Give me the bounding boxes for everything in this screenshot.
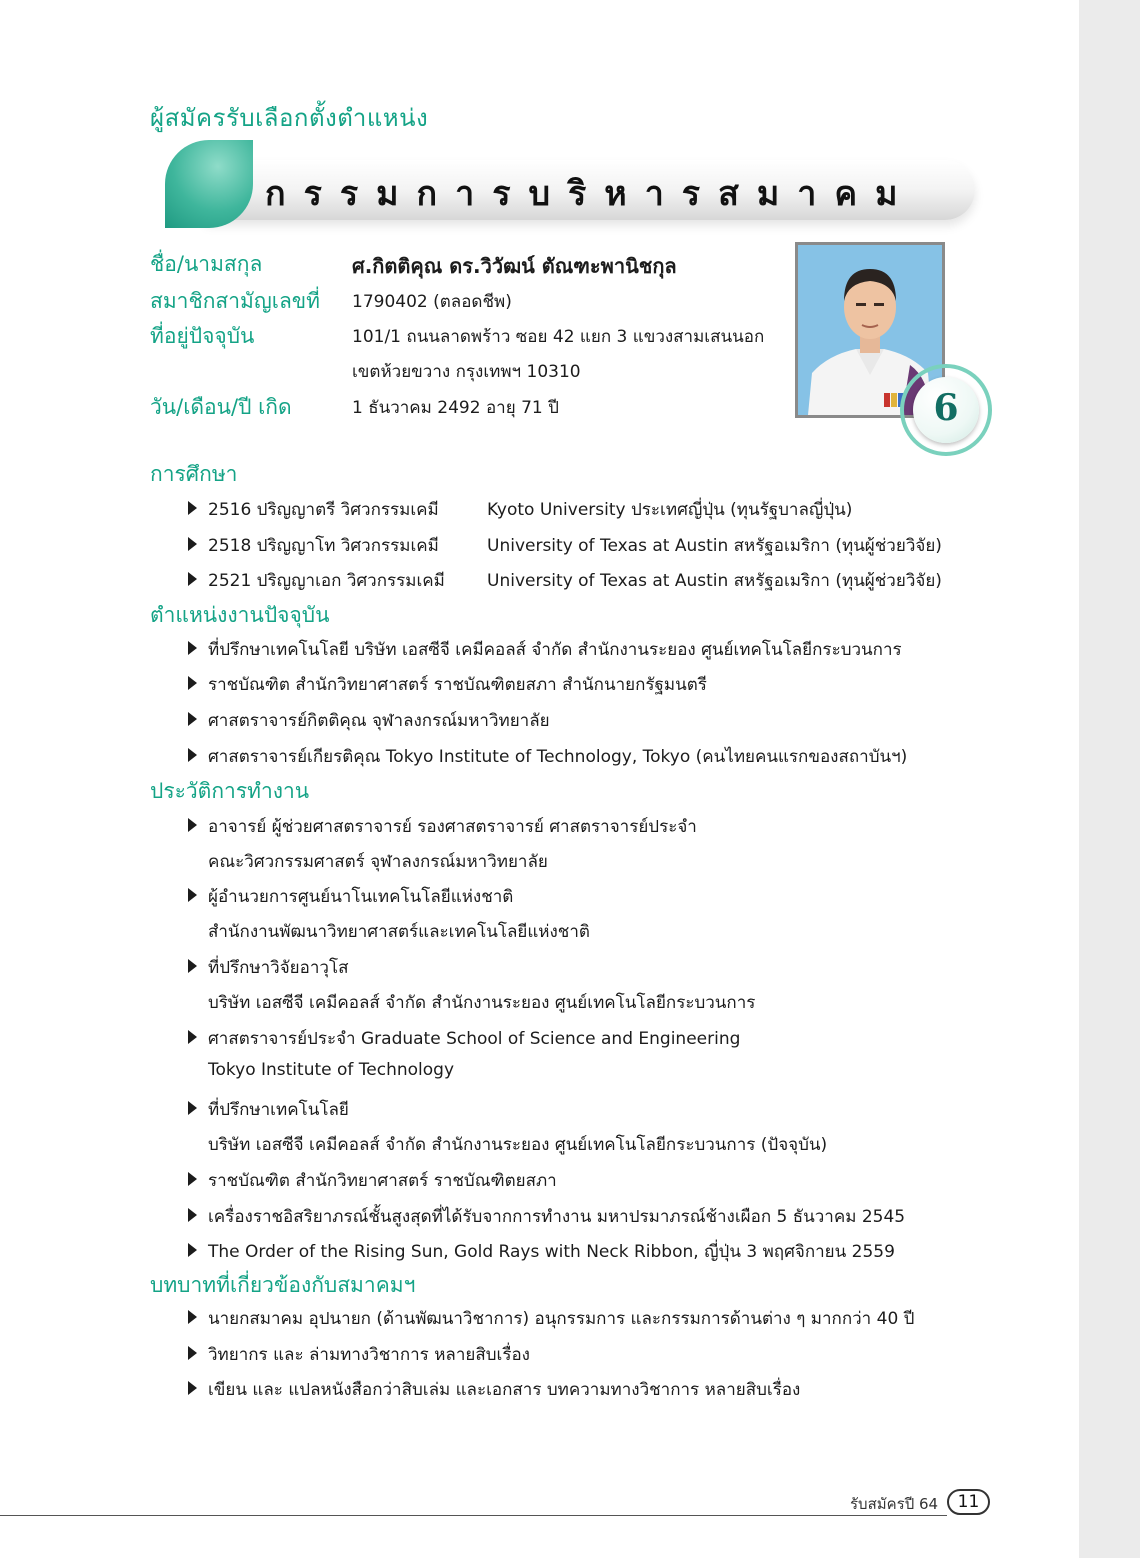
page-heading: กรรมการบริหารสมาคม (265, 174, 916, 214)
bullet-icon (188, 818, 197, 832)
education-school: University of Texas at Austin สหรัฐอเมริกา (ทุนผู้ช่วยวิจัย) (487, 536, 942, 556)
work-history-text: เครื่องราชอิสริยาภรณ์ชั้นสูงสุดที่ได้รับจากการทำงาน มหาปรมาภรณ์ช้างเผือก 5 ธันวาคม 2545 (208, 1207, 906, 1227)
member-number-label: สมาชิกสามัญเลขที่ (150, 289, 321, 313)
education-degree: 2516 ปริญญาตรี วิศวกรรมเคมี (208, 500, 439, 520)
bullet-icon (188, 1208, 197, 1222)
side-strip (1079, 0, 1140, 1558)
work-history-text: ศาสตราจารย์ประจำ Graduate School of Science and Engineering (208, 1029, 741, 1049)
bullet-icon (188, 1381, 197, 1395)
work-history-continuation: บริษัท เอสซีจี เคมีคอลส์ จำกัด สำนักงานระยอง ศูนย์เทคโนโลยีกระบวนการ (ปัจจุบัน) (208, 1135, 828, 1155)
education-degree: 2521 ปริญญาเอก วิศวกรรมเคมี (208, 571, 445, 591)
education-degree: 2518 ปริญญาโท วิศวกรรมเคมี (208, 536, 439, 556)
current-positions-title: ตำแหน่งงานปัจจุบัน (150, 603, 330, 627)
birthdate-label: วัน/เดือน/ปี เกิด (150, 395, 292, 419)
current-position-text: ศาสตราจารย์เกียรติคุณ Tokyo Institute of Technology, Tokyo (คนไทยคนแรกของสถาบันฯ) (208, 747, 908, 767)
work-history-text: อาจารย์ ผู้ช่วยศาสตราจารย์ รองศาสตราจารย์ ศาสตราจารย์ประจำ (208, 817, 697, 837)
work-history-text: ที่ปรึกษาวิจัยอาวุโส (208, 958, 349, 978)
work-history-continuation: บริษัท เอสซีจี เคมีคอลส์ จำกัด สำนักงานระยอง ศูนย์เทคโนโลยีกระบวนการ (208, 993, 756, 1013)
education-school: University of Texas at Austin สหรัฐอเมริกา (ทุนผู้ช่วยวิจัย) (487, 571, 942, 591)
name-value: ศ.กิตติคุณ ดร.วิวัฒน์ ตัณฑะพานิชกุล (352, 254, 677, 278)
education-title: การศึกษา (150, 462, 238, 486)
bullet-icon (188, 1310, 197, 1324)
education-school: Kyoto University ประเทศญี่ปุ่น (ทุนรัฐบาลญี่ปุ่น) (487, 500, 853, 520)
current-position-text: ศาสตราจารย์กิตติคุณ จุฬาลงกรณ์มหาวิทยาลัย (208, 711, 550, 731)
footer-divider (0, 1515, 947, 1516)
current-position-text: ราชบัณฑิต สำนักวิทยาศาสตร์ ราชบัณฑิตยสภา สำนักนายกรัฐมนตรี (208, 675, 707, 695)
candidate-number: 6 (933, 387, 959, 429)
page-subtitle: ผู้สมัครรับเลือกตั้งตำแหน่ง (150, 104, 429, 132)
birthdate-value: 1 ธันวาคม 2492 อายุ 71 ปี (352, 398, 559, 418)
bullet-icon (188, 959, 197, 973)
current-position-text: ที่ปรึกษาเทคโนโลยี บริษัท เอสซีจี เคมีคอลส์ จำกัด สำนักงานระยอง ศูนย์เทคโนโลยีกระบวนการ (208, 640, 902, 660)
association-role-text: เขียน และ แปลหนังสือกว่าสิบเล่ม และเอกสาร บทความทางวิชาการ หลายสิบเรื่อง (208, 1380, 801, 1400)
address-value-line2: เขตห้วยขวาง กรุงเทพฯ 10310 (352, 362, 581, 382)
bullet-icon (188, 572, 197, 586)
bullet-icon (188, 676, 197, 690)
association-role-text: วิทยากร และ ล่ามทางวิชาการ หลายสิบเรื่อง (208, 1345, 530, 1365)
work-history-text: The Order of the Rising Sun, Gold Rays with Neck Ribbon, ญี่ปุ่น 3 พฤศจิกายน 2559 (208, 1242, 895, 1262)
page-number: 11 (947, 1489, 990, 1515)
association-roles-title: บทบาทที่เกี่ยวข้องกับสมาคมฯ (150, 1273, 416, 1297)
section-banner (165, 140, 980, 230)
name-label: ชื่อ/นามสกุล (150, 252, 263, 276)
bullet-icon (188, 1172, 197, 1186)
bullet-icon (188, 712, 197, 726)
association-role-text: นายกสมาคม อุปนายก (ด้านพัฒนาวิชาการ) อนุกรรมการ และกรรมการด้านต่าง ๆ มากกว่า 40 ปี (208, 1309, 915, 1329)
work-history-text: ที่ปรึกษาเทคโนโลยี (208, 1100, 349, 1120)
work-history-title: ประวัติการทำงาน (150, 779, 310, 803)
bullet-icon (188, 748, 197, 762)
bullet-icon (188, 1243, 197, 1257)
bullet-icon (188, 888, 197, 902)
address-value: 101/1 ถนนลาดพร้าว ซอย 42 แยก 3 แขวงสามเสนนอก (352, 327, 765, 347)
work-history-text: ราชบัณฑิต สำนักวิทยาศาสตร์ ราชบัณฑิตยสภา (208, 1171, 557, 1191)
bullet-icon (188, 1030, 197, 1044)
work-history-continuation: สำนักงานพัฒนาวิทยาศาสตร์และเทคโนโลยีแห่งชาติ (208, 922, 590, 942)
work-history-continuation: คณะวิศวกรรมศาสตร์ จุฬาลงกรณ์มหาวิทยาลัย (208, 852, 548, 872)
leaf-icon (165, 140, 253, 228)
footer-text: รับสมัครปี 64 (850, 1495, 939, 1513)
bullet-icon (188, 1101, 197, 1115)
bullet-icon (188, 537, 197, 551)
work-history-continuation: Tokyo Institute of Technology (208, 1060, 455, 1080)
address-label: ที่อยู่ปัจจุบัน (150, 324, 255, 348)
member-number-value: 1790402 (ตลอดชีพ) (352, 292, 512, 312)
work-history-text: ผู้อำนวยการศูนย์นาโนเทคโนโลยีแห่งชาติ (208, 887, 514, 907)
bullet-icon (188, 1346, 197, 1360)
bullet-icon (188, 641, 197, 655)
bullet-icon (188, 501, 197, 515)
